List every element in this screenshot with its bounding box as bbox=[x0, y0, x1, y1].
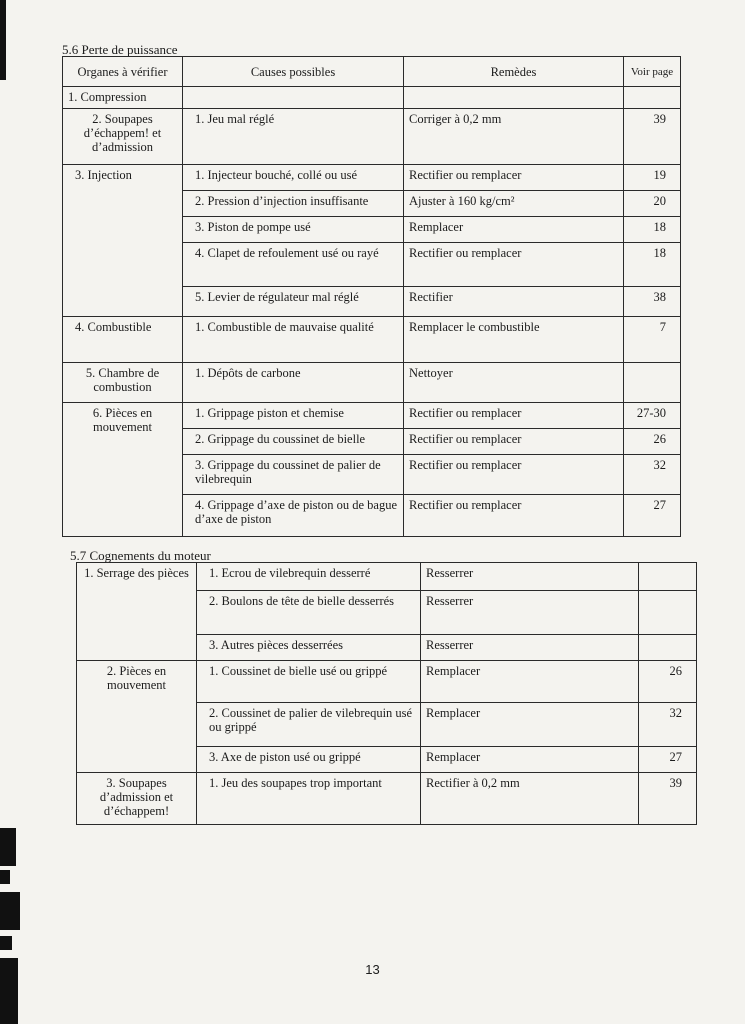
cause-cell: 3. Piston de pompe usé bbox=[183, 217, 404, 243]
remedy-cell: Rectifier bbox=[404, 287, 624, 317]
remedy-cell bbox=[404, 87, 624, 109]
page-cell: 7 bbox=[624, 317, 681, 363]
cause-cell: 2. Boulons de tête de bielle desserrés bbox=[197, 591, 421, 635]
engine-knocking-table bbox=[76, 562, 697, 825]
cause-cell: 2. Grippage du coussinet de bielle bbox=[183, 429, 404, 455]
organ-cell: 1. Serrage des pièces bbox=[77, 563, 197, 661]
cause-cell: 2. Coussinet de palier de vilebrequin usé ou grippé bbox=[197, 703, 421, 747]
cause-cell: 5. Levier de régulateur mal réglé bbox=[183, 287, 404, 317]
remedy-cell: Nettoyer bbox=[404, 363, 624, 403]
remedy-cell: Remplacer bbox=[421, 703, 639, 747]
organ-cell: 2. Pièces en mouvement bbox=[77, 661, 197, 773]
remedy-cell: Rectifier ou remplacer bbox=[404, 165, 624, 191]
cause-cell: 1. Ecrou de vilebrequin desserré bbox=[197, 563, 421, 591]
organ-cell: 3. Soupapes d’admission et d’échappem! bbox=[77, 773, 197, 825]
page-cell bbox=[624, 87, 681, 109]
organ-cell: 1. Compression bbox=[63, 87, 183, 109]
cause-cell: 3. Axe de piston usé ou grippé bbox=[197, 747, 421, 773]
remedy-cell: Rectifier ou remplacer bbox=[404, 243, 624, 287]
page-cell: 27 bbox=[639, 747, 697, 773]
cause-cell: 3. Autres pièces desserrées bbox=[197, 635, 421, 661]
section-title-engine-knocking: 5.7 Cognements du moteur bbox=[70, 548, 211, 563]
remedy-cell: Resserrer bbox=[421, 563, 639, 591]
remedy-cell: Rectifier ou remplacer bbox=[404, 495, 624, 537]
page-cell bbox=[639, 591, 697, 635]
page-cell: 18 bbox=[624, 217, 681, 243]
cause-cell: 4. Clapet de refoulement usé ou rayé bbox=[183, 243, 404, 287]
organ-cell: 2. Soupapes d’échappem! et d’admission bbox=[63, 109, 183, 165]
power-loss-table bbox=[62, 56, 681, 537]
header-remedies: Remèdes bbox=[404, 57, 624, 87]
page-cell bbox=[624, 363, 681, 403]
cause-cell: 1. Injecteur bouché, collé ou usé bbox=[183, 165, 404, 191]
remedy-cell: Rectifier ou remplacer bbox=[404, 455, 624, 495]
cause-cell: 2. Pression d’injection insuffisante bbox=[183, 191, 404, 217]
page-cell: 38 bbox=[624, 287, 681, 317]
cause-cell: 1. Jeu des soupapes trop important bbox=[197, 773, 421, 825]
remedy-cell: Remplacer le combustible bbox=[404, 317, 624, 363]
remedy-cell: Resserrer bbox=[421, 635, 639, 661]
remedy-cell: Rectifier ou remplacer bbox=[404, 429, 624, 455]
remedy-cell: Corriger à 0,2 mm bbox=[404, 109, 624, 165]
remedy-cell: Remplacer bbox=[421, 747, 639, 773]
remedy-cell: Ajuster à 160 kg/cm² bbox=[404, 191, 624, 217]
page-cell: 39 bbox=[624, 109, 681, 165]
cause-cell: 3. Grippage du coussinet de palier de vilebrequin bbox=[183, 455, 404, 495]
cause-cell: 1. Combustible de mauvaise qualité bbox=[183, 317, 404, 363]
cause-cell: 1. Jeu mal réglé bbox=[183, 109, 404, 165]
page-cell: 27 bbox=[624, 495, 681, 537]
page-cell: 27-30 bbox=[624, 403, 681, 429]
page-cell: 32 bbox=[639, 703, 697, 747]
page-cell: 32 bbox=[624, 455, 681, 495]
remedy-cell: Resserrer bbox=[421, 591, 639, 635]
remedy-cell: Remplacer bbox=[404, 217, 624, 243]
page-number: 13 bbox=[365, 962, 380, 977]
header-organs: Organes à vérifier bbox=[63, 57, 183, 87]
scan-edge-marks bbox=[0, 0, 30, 1024]
page-cell: 20 bbox=[624, 191, 681, 217]
organ-cell: 3. Injection bbox=[63, 165, 183, 317]
remedy-cell: Rectifier à 0,2 mm bbox=[421, 773, 639, 825]
page-cell: 26 bbox=[624, 429, 681, 455]
page-cell bbox=[639, 635, 697, 661]
cause-cell: 1. Coussinet de bielle usé ou grippé bbox=[197, 661, 421, 703]
cause-cell bbox=[183, 87, 404, 109]
page-cell: 26 bbox=[639, 661, 697, 703]
remedy-cell: Remplacer bbox=[421, 661, 639, 703]
organ-cell: 6. Pièces en mouvement bbox=[63, 403, 183, 537]
organ-cell: 5. Chambre de combustion bbox=[63, 363, 183, 403]
page-cell: 19 bbox=[624, 165, 681, 191]
cause-cell: 4. Grippage d’axe de piston ou de bague d’axe de piston bbox=[183, 495, 404, 537]
page-cell: 18 bbox=[624, 243, 681, 287]
header-causes: Causes possibles bbox=[183, 57, 404, 87]
cause-cell: 1. Dépôts de carbone bbox=[183, 363, 404, 403]
remedy-cell: Rectifier ou remplacer bbox=[404, 403, 624, 429]
organ-cell: 4. Combustible bbox=[63, 317, 183, 363]
cause-cell: 1. Grippage piston et chemise bbox=[183, 403, 404, 429]
section-title-power-loss: 5.6 Perte de puissance bbox=[62, 42, 178, 57]
page-cell: 39 bbox=[639, 773, 697, 825]
header-page: Voir page bbox=[624, 57, 681, 87]
page-cell bbox=[639, 563, 697, 591]
